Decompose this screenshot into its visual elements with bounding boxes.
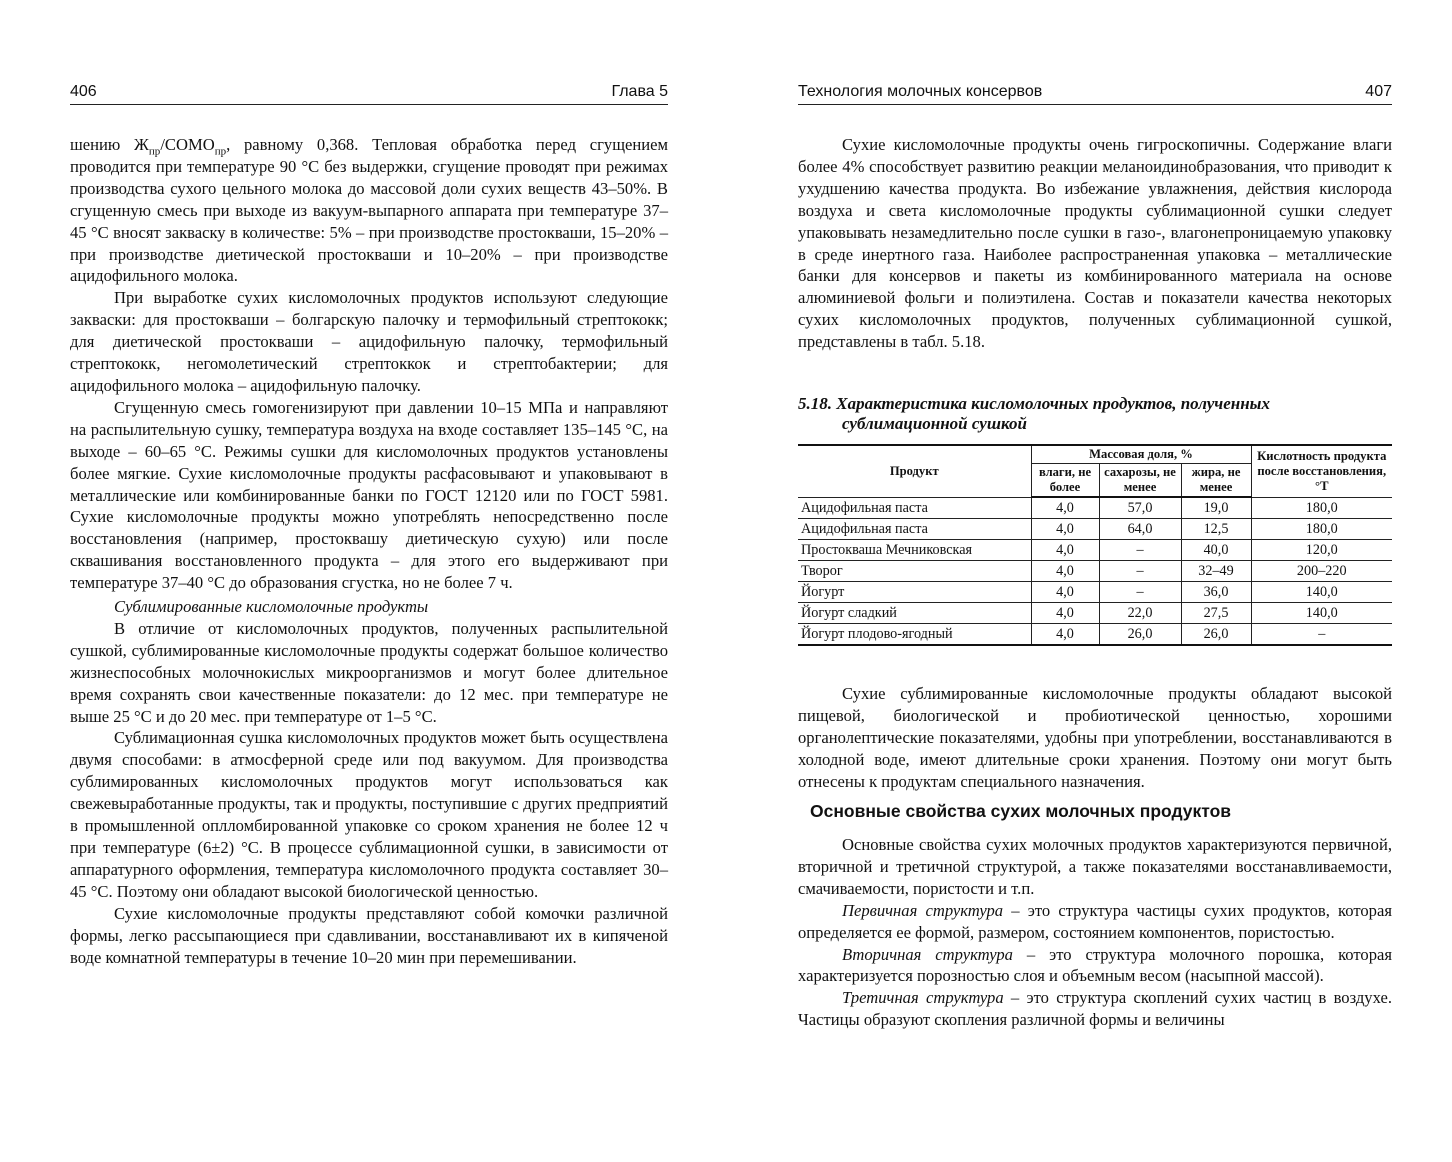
left-page [70,0,668,1162]
cell-product: Простокваша Мечниковская [798,540,1031,561]
cell-sucrose: – [1099,582,1181,603]
cell-sucrose: 22,0 [1099,603,1181,624]
table-row [798,561,1392,582]
right-body-text-middle [798,683,1392,793]
column-header-sucrose: сахарозы, не менее [1099,464,1181,498]
column-header-moisture: влаги, не более [1031,464,1099,498]
table-caption: 5.18. Характеристика кисломолочных продуктов, полученных сублимационной сушкой [798,394,1270,433]
paragraph: Вторичная структура – это структура молочного порошка, которая характеризуется порозностью слоя и объемным весом (насыпной массой). [798,944,1393,986]
product-characteristics-table [798,444,1392,646]
paragraph: Сухие кисломолочные продукты представляют собой комочки различной формы, легко рассыпающиеся при сдавливании, восстанавливают их в кипяченой воде комнатной температуры в течение 10–20 мин при перемешивании. [70,903,668,967]
cell-product: Йогурт сладкий [798,603,1031,624]
page-number-right: 407 [1365,83,1392,100]
column-header-acidity: Кислотность продукта после восстановления, °Т [1251,445,1392,497]
cell-product: Ацидофильная паста [798,497,1031,519]
cell-moisture: 4,0 [1031,624,1099,646]
cell-moisture: 4,0 [1031,561,1099,582]
cell-acidity: 180,0 [1251,497,1392,519]
paragraph: В отличие от кисломолочных продуктов, полученных распылительной сушкой, сублимированные кисломолочные продукты содержат большое количество жизнеспособных молочнокислых микроорганизмов и могут более длительное время сохранять свои качественные показатели: до 12 мес. при температуре не выше 25 °С и до 20 мес. при температуре от 1–5 °С. [70,618,668,726]
section-heading: Основные свойства сухих молочных продуктов [810,801,1232,821]
column-header-product: Продукт [798,445,1031,497]
cell-fat: 27,5 [1181,603,1251,624]
subsection-heading: Сублимированные кисломолочные продукты [114,597,429,617]
table-row [798,497,1392,519]
paragraph: Основные свойства сухих молочных продуктов характеризуются первичной, вторичной и третичной структурой, а также показателями восстанавливаемости, смачиваемости, пористости и т.п. [798,835,1392,898]
paragraph: Сгущенную смесь гомогенизируют при давлении 10–15 МПа и направляют на распылительную сушку, температура воздуха на входе составляет 135–145 °С, на выходе – 60–65 °С. Режимы сушки для кисломолочных продуктов установлены более мягкие. Сухие кисломолочные продукты расфасовывают и упаковывают в металлические или комбинированные банки по ГОСТ 12120 или по ГОСТ 5981. Сухие кисломолочные продукты можно употреблять непосредственно после восстановления (например, простоквашу диетическую сухую) или после сквашивания восстановленного продукта – для этого его выдерживают при температуре 37–40 °С до образования сгустка, но не более 7 ч. [70,397,668,593]
table-row [798,624,1392,646]
cell-acidity: – [1251,624,1392,646]
table-row [798,582,1392,603]
left-body-text [70,134,668,968]
cell-moisture: 4,0 [1031,540,1099,561]
cell-moisture: 4,0 [1031,519,1099,540]
cell-moisture: 4,0 [1031,582,1099,603]
paragraph: При выработке сухих кисломолочных продуктов используют следующие закваски: для простокваши – болгарскую палочку и термофильный стрептококк; для диетической простокваши – ацидофильную палочку, термофильный стрептококк, негомолетический стрептоккок и стрептобактерии; для ацидофильного молока – ацидофильную палочку. [70,288,668,395]
cell-fat: 36,0 [1181,582,1251,603]
right-page [798,0,1392,1162]
cell-sucrose: – [1099,540,1181,561]
cell-fat: 19,0 [1181,497,1251,519]
cell-sucrose: 26,0 [1099,624,1181,646]
paragraph: Третичная структура – это структура скоплений сухих частиц в воздухе. Частицы образуют скопления различной формы и величины [798,988,1393,1030]
table-row [798,540,1392,561]
cell-moisture: 4,0 [1031,497,1099,519]
right-body-text-top [798,134,1392,353]
cell-sucrose: – [1099,561,1181,582]
paragraph: Сухие сублимированные кисломолочные продукты обладают высокой пищевой, биологической и пробиотической ценностью, хорошими органолептические показателями, удобны при употреблении, восстанавливаются в холодной воде, имеют длительные сроки хранения. Поэтому они могут быть отнесены к продуктам специального назначения. [798,684,1392,791]
paragraph: Сублимационная сушка кисломолочных продуктов может быть осуществлена двумя способами: в атмосферной среде или под вакуумом. Для производства сублимированных кисломолочных продуктов могут использоваться как свежевыработанные продукты, так и продукты, поступившие с других предприятий в промышленной оплломбированной упаковке со сроком хранения не более 12 ч при температуре (6±2) °С. В процессе сублимационной сушки, в зависимости от аппаратурного оформления, температура кисломолочного продукта составляет 30–45 °С. Поэтому они обладают высокой биологической ценностью. [70,728,668,901]
paragraph: шению $Ж_{пр}/СОМО_{пр}$, равному 0,368. Тепловая обработка перед сгущением проводится при температуре 90 °С без выдержки, сгущение проводят при режимах производства сухого цельного молока до массовой доли сухих веществ 43–50%. В сгущенную смесь при выходе из вакуум-выпарного аппарата при температуре 37–45 °С вносят закваску в количестве: 5% – при производстве простокваши, 15–20% – при производстве диетической простокваши и 10–20% – при производстве ацидофильного молока. [70,135,668,286]
term-tertiary-structure: Третичная структура [842,988,1004,1008]
running-title: Технология молочных консервов [798,83,1043,100]
page-number-left: 406 [70,83,97,100]
cell-product: Йогурт плодово-ягодный [798,624,1031,646]
cell-product: Творог [798,561,1031,582]
left-running-head [70,82,668,105]
paragraph: Первичная структура – это структура частицы сухих продуктов, которая определяется ее формой, размером, состоянием компонентов, пористостью. [798,900,1392,942]
cell-fat: 26,0 [1181,624,1251,646]
cell-fat: 12,5 [1181,519,1251,540]
cell-sucrose: 57,0 [1099,497,1181,519]
cell-sucrose: 64,0 [1099,519,1181,540]
cell-product: Йогурт [798,582,1031,603]
table-row [798,603,1392,624]
column-header-fat: жира, не менее [1181,464,1251,498]
cell-acidity: 200–220 [1251,561,1392,582]
term-secondary-structure: Вторичная структура [842,944,1013,964]
cell-acidity: 140,0 [1251,603,1392,624]
term-primary-structure: Первичная структура [842,900,1004,920]
cell-moisture: 4,0 [1031,603,1099,624]
paragraph: Сухие кисломолочные продукты очень гигроскопичны. Содержание влаги более 4% способствует развитию реакции меланоидинобразования, что приводит к ухудшению качества продукта. Во избежание увлажнения, действия кислорода воздуха и света кисломолочные продукты сублимационной сушки следует упаковывать незамедлительно после сушки в газо-, влагонепроницаемую упаковку в среде инертного газа. Наиболее распространенная упаковка – металлические банки для консервов и пакеты из комбинированного материала на основе алюминиевой фольги и полиэтилена. Состав и показатели качества некоторых сухих кисломолочных продуктов, полученных сублимационной сушкой, представлены в табл. 5.18. [798,135,1392,352]
cell-product: Ацидофильная паста [798,519,1031,540]
chapter-title: Глава 5 [611,83,668,100]
cell-acidity: 140,0 [1251,582,1392,603]
column-group-header: Массовая доля, % [1031,445,1251,464]
right-running-head [798,82,1392,105]
cell-acidity: 120,0 [1251,540,1392,561]
right-body-text-bottom [798,834,1392,1031]
cell-fat: 40,0 [1181,540,1251,561]
table-row [798,519,1392,540]
cell-fat: 32–49 [1181,561,1251,582]
cell-acidity: 180,0 [1251,519,1392,540]
